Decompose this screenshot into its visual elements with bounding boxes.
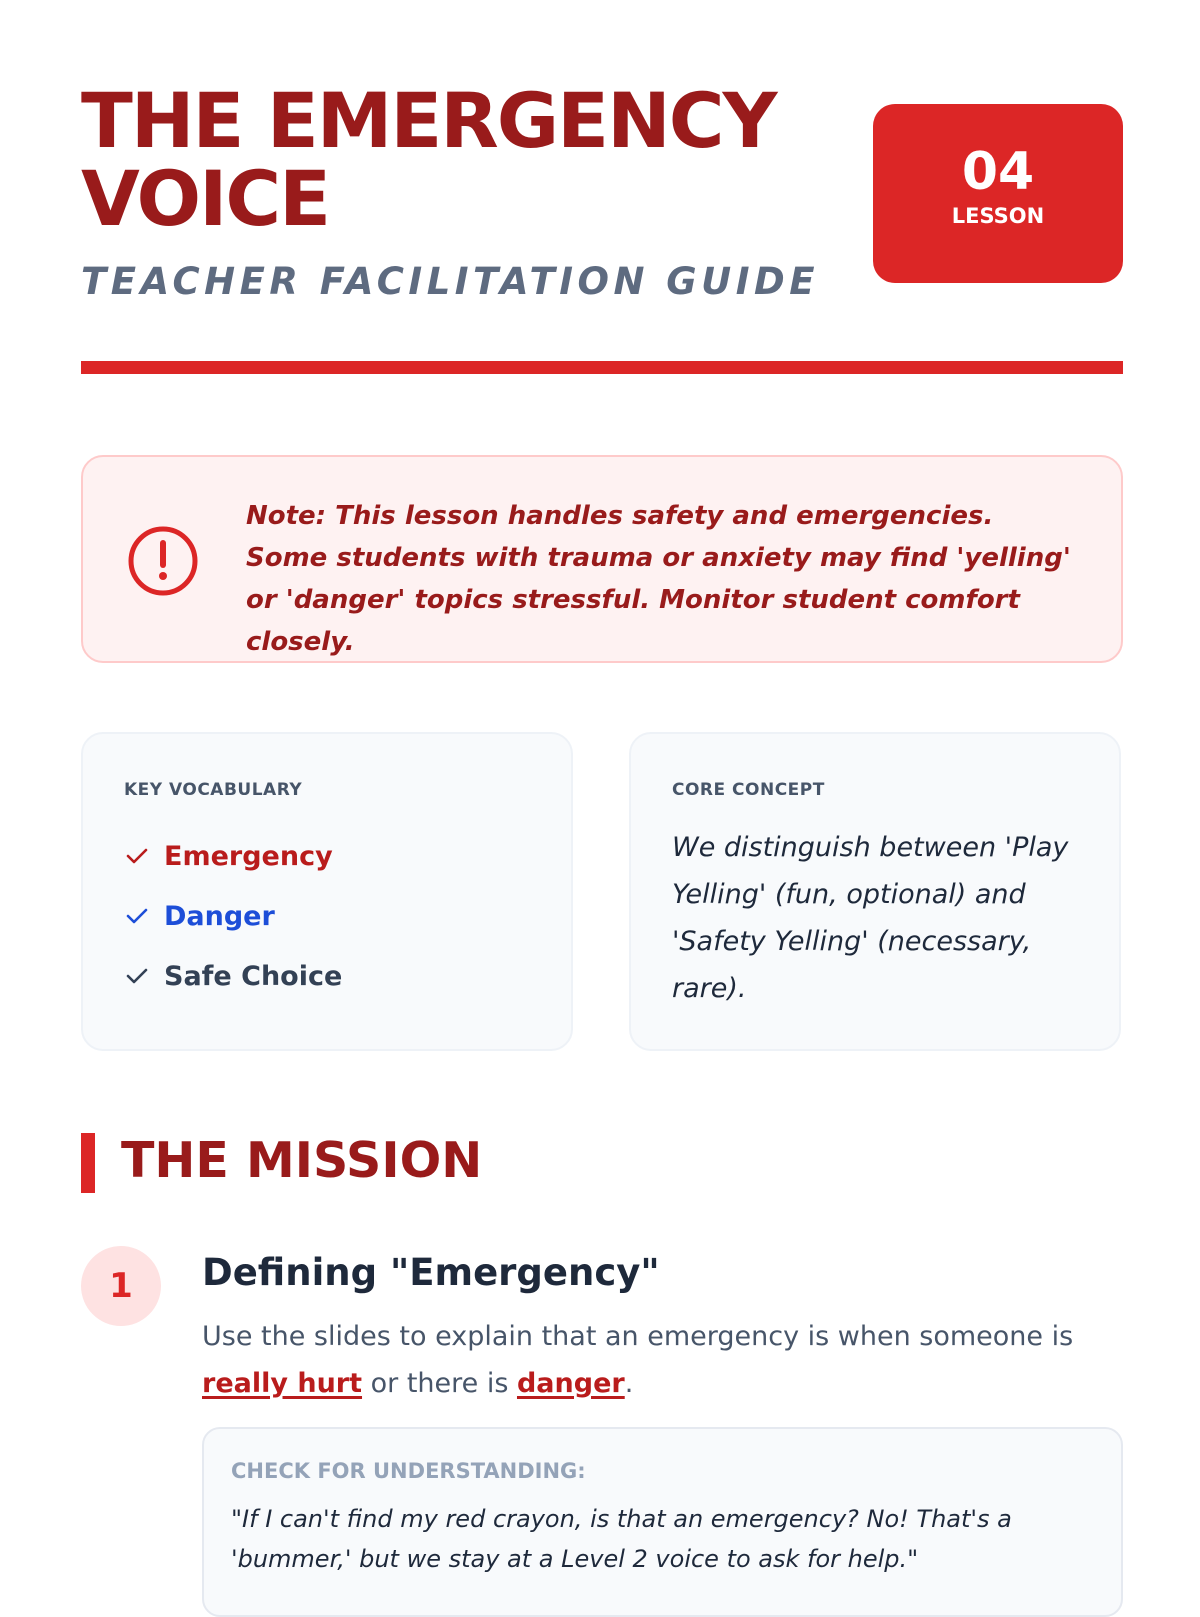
check-icon [124,903,150,929]
step-number-badge: 1 [81,1246,161,1326]
check-icon [124,843,150,869]
mission-heading: THE MISSION [121,1132,483,1189]
concept-heading: CORE CONCEPT [672,780,825,800]
check-icon [124,963,150,989]
step-text: or there is [362,1368,517,1399]
lesson-badge [873,104,1123,283]
lesson-label: LESSON [951,204,1045,228]
trauma-note-alert [81,455,1123,663]
check-label: CHECK FOR UNDERSTANDING: [231,1459,586,1483]
step-description [202,1313,1112,1407]
header-divider [81,361,1123,374]
step-text: . [624,1368,634,1399]
highlight-really-hurt: really hurt [202,1368,363,1399]
check-quote: "If I can't find my red crayon, is that an emergency? No! That's a 'bummer,' but we stay at a Level 2 voice to ask for help." [231,1505,1012,1573]
vocabulary-list [124,826,342,1006]
vocabulary-label: Danger [164,900,275,932]
page-subtitle: TEACHER FACILITATION GUIDE [81,260,819,303]
check-for-understanding-box [202,1427,1123,1617]
key-vocabulary-card [81,732,573,1051]
page-title: THE EMERGENCY VOICE [81,76,776,243]
vocabulary-item-safe-choice [124,946,342,1006]
step-title: Defining "Emergency" [202,1251,660,1294]
exclamation-circle-icon [127,525,199,597]
lesson-number: 04 [961,142,1035,202]
vocabulary-label: Emergency [164,840,333,872]
lesson-header [81,76,1123,303]
concept-text: We distinguish between 'Play Yelling' (fun, optional) and 'Safety Yelling' (necessary, rare). [672,832,1069,1004]
vocabulary-item-emergency [124,826,342,886]
alert-text: Note: This lesson handles safety and emergencies. Some students with trauma or anxiety may find 'yelling' or 'danger' topics stressful. Monitor student comfort closely. [246,501,1071,657]
vocabulary-heading: KEY VOCABULARY [124,780,303,800]
section-accent-bar [81,1133,95,1193]
vocabulary-label: Safe Choice [164,960,343,992]
highlight-danger: danger [516,1368,625,1399]
vocabulary-item-danger [124,886,342,946]
step-text: Use the slides to explain that an emergency is when someone is [202,1321,1074,1352]
core-concept-card [629,732,1121,1051]
